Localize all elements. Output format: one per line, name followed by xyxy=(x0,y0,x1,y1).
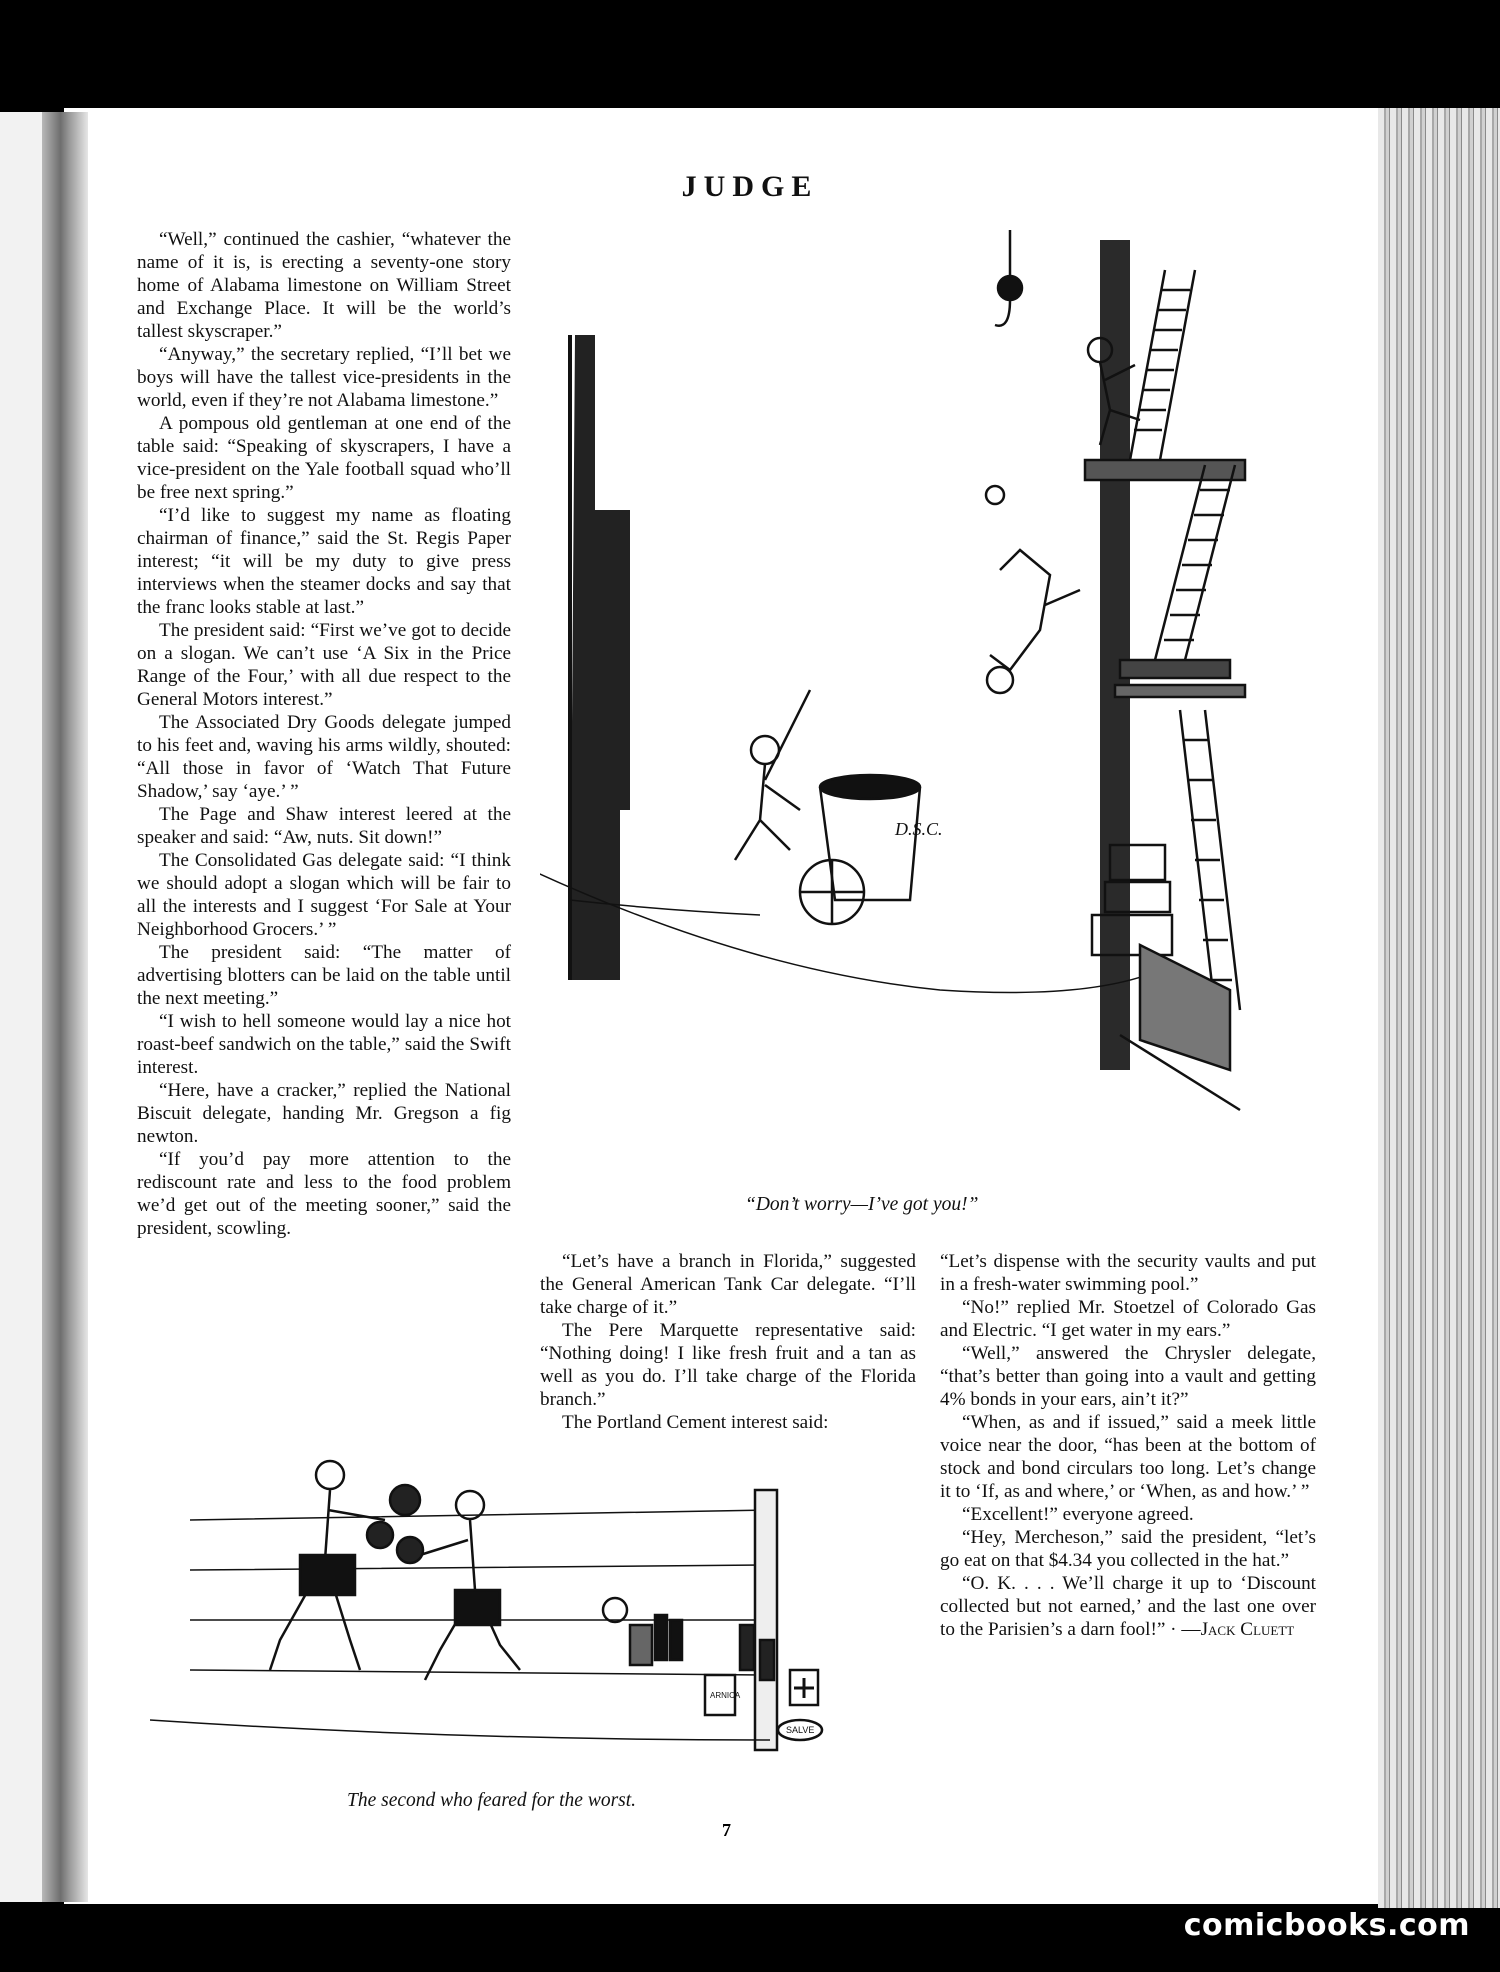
text-column-1 xyxy=(137,228,511,1240)
paragraph xyxy=(940,1572,1316,1641)
cartoon-caption: “Don’t worry—I’ve got you!” xyxy=(745,1194,979,1215)
cart-label: D.S.C. xyxy=(895,819,943,839)
paragraph: The Portland Cement interest said: xyxy=(562,1412,829,1433)
paragraph: “Excellent!” everyone agreed. xyxy=(962,1504,1194,1525)
salve-label: SALVE xyxy=(786,1725,815,1735)
text-column-3 xyxy=(940,1250,1316,1641)
paragraph: “Well,” continued the cashier, “whatever the name of it is, is erecting a seventy-one story home of Alabama limestone on William Street and Exchange Place. It will be the world’s tallest skyscraper.” xyxy=(137,229,511,342)
arnica-label: ARNICA xyxy=(710,1691,741,1700)
paragraph: “If you’d pay more attention to the rediscount rate and less to the food problem we’d get out of the meeting sooner,” said the president, scowling. xyxy=(137,1149,511,1239)
paragraph: The Page and Shaw interest leered at the speaker and said: “Aw, nuts. Sit down!” xyxy=(137,804,511,848)
paragraph: The Consolidated Gas delegate said: “I think we should adopt a slogan which will be fair to all the interests and I suggest ‘For Sale at Your Neighborhood Grocers.’ ” xyxy=(137,850,511,940)
paragraph: The Pere Marquette representative said: “Nothing doing! I like fresh fruit and a tan as well as you do. I’ll take charge of the Florida branch.” xyxy=(540,1320,916,1410)
paragraph: “I’d like to suggest my name as floating chairman of finance,” said the St. Regis Paper interest; “it will be my duty to give press interviews when the steamer docks and say that the franc looks stable at last.” xyxy=(137,505,511,618)
paragraph: “Well,” answered the Chrysler delegate, “that’s better than going into a vault and getting 4% bonds in your ears, ain’t it?” xyxy=(940,1343,1316,1410)
paragraph: “Anyway,” the secretary replied, “I’ll bet we boys will have the tallest vice-presidents in the world, even if they’re not Alabama limestone.” xyxy=(137,344,511,411)
cartoon-caption: The second who feared for the worst. xyxy=(347,1790,637,1811)
paragraph: “Here, have a cracker,” replied the National Biscuit delegate, handing Mr. Gregson a fig newton. xyxy=(137,1080,511,1147)
paragraph: “I wish to hell someone would lay a nice hot roast-beef sandwich on the table,” said the Swift interest. xyxy=(137,1011,511,1078)
text-column-2 xyxy=(540,1250,916,1434)
paragraph: “Let’s have a branch in Florida,” suggested the General American Tank Car delegate. “I’ll take charge of it.” xyxy=(540,1251,916,1318)
book-gutter xyxy=(42,112,88,1902)
paragraph: “Let’s dispense with the security vaults and put in a fresh-water swimming pool.” xyxy=(940,1251,1316,1295)
paragraph: “Hey, Mercheson,” said the president, “let’s go eat on that $4.34 you collected in the hat.” xyxy=(940,1527,1316,1571)
page-number: 7 xyxy=(722,1820,731,1840)
magazine-header: JUDGE xyxy=(681,170,819,203)
paragraph: The president said: “First we’ve got to decide on a slogan. We can’t use ‘A Six in the Price Range of the Four,’ with all due respect to the General Motors interest.” xyxy=(137,620,511,710)
paragraph: “No!” replied Mr. Stoetzel of Colorado Gas and Electric. “I get water in my ears.” xyxy=(940,1297,1316,1341)
page-edges xyxy=(1378,108,1500,1908)
paragraph-text: “O. K. . . . We’ll charge it up to ‘Discount collected but not earned,’ and the last one over to the Parisien’s a darn fool!” · — xyxy=(940,1573,1316,1640)
paragraph: The Associated Dry Goods delegate jumped to his feet and, waving his arms wildly, shouted: “All those in favor of ‘Watch That Future Shadow,’ say ‘aye.’ ” xyxy=(137,712,511,802)
cartoon-boxing xyxy=(150,1440,910,1790)
paragraph: A pompous old gentleman at one end of the table said: “Speaking of skyscrapers, I have a vice-president on the Yale football squad who’ll be free next spring.” xyxy=(137,413,511,503)
paragraph: The president said: “The matter of advertising blotters can be laid on the table until the next meeting.” xyxy=(137,942,511,1009)
paragraph: “When, as and if issued,” said a meek little voice near the door, “has been at the bottom of stock and bond circulars too long. Let’s change it to ‘If, as and where,’ or ‘When, as and how.’ ” xyxy=(940,1412,1316,1502)
cartoon-construction xyxy=(540,210,1340,1190)
author-byline: Jack Cluett xyxy=(1200,1619,1295,1640)
watermark: comicbooks.com xyxy=(1183,1908,1470,1943)
